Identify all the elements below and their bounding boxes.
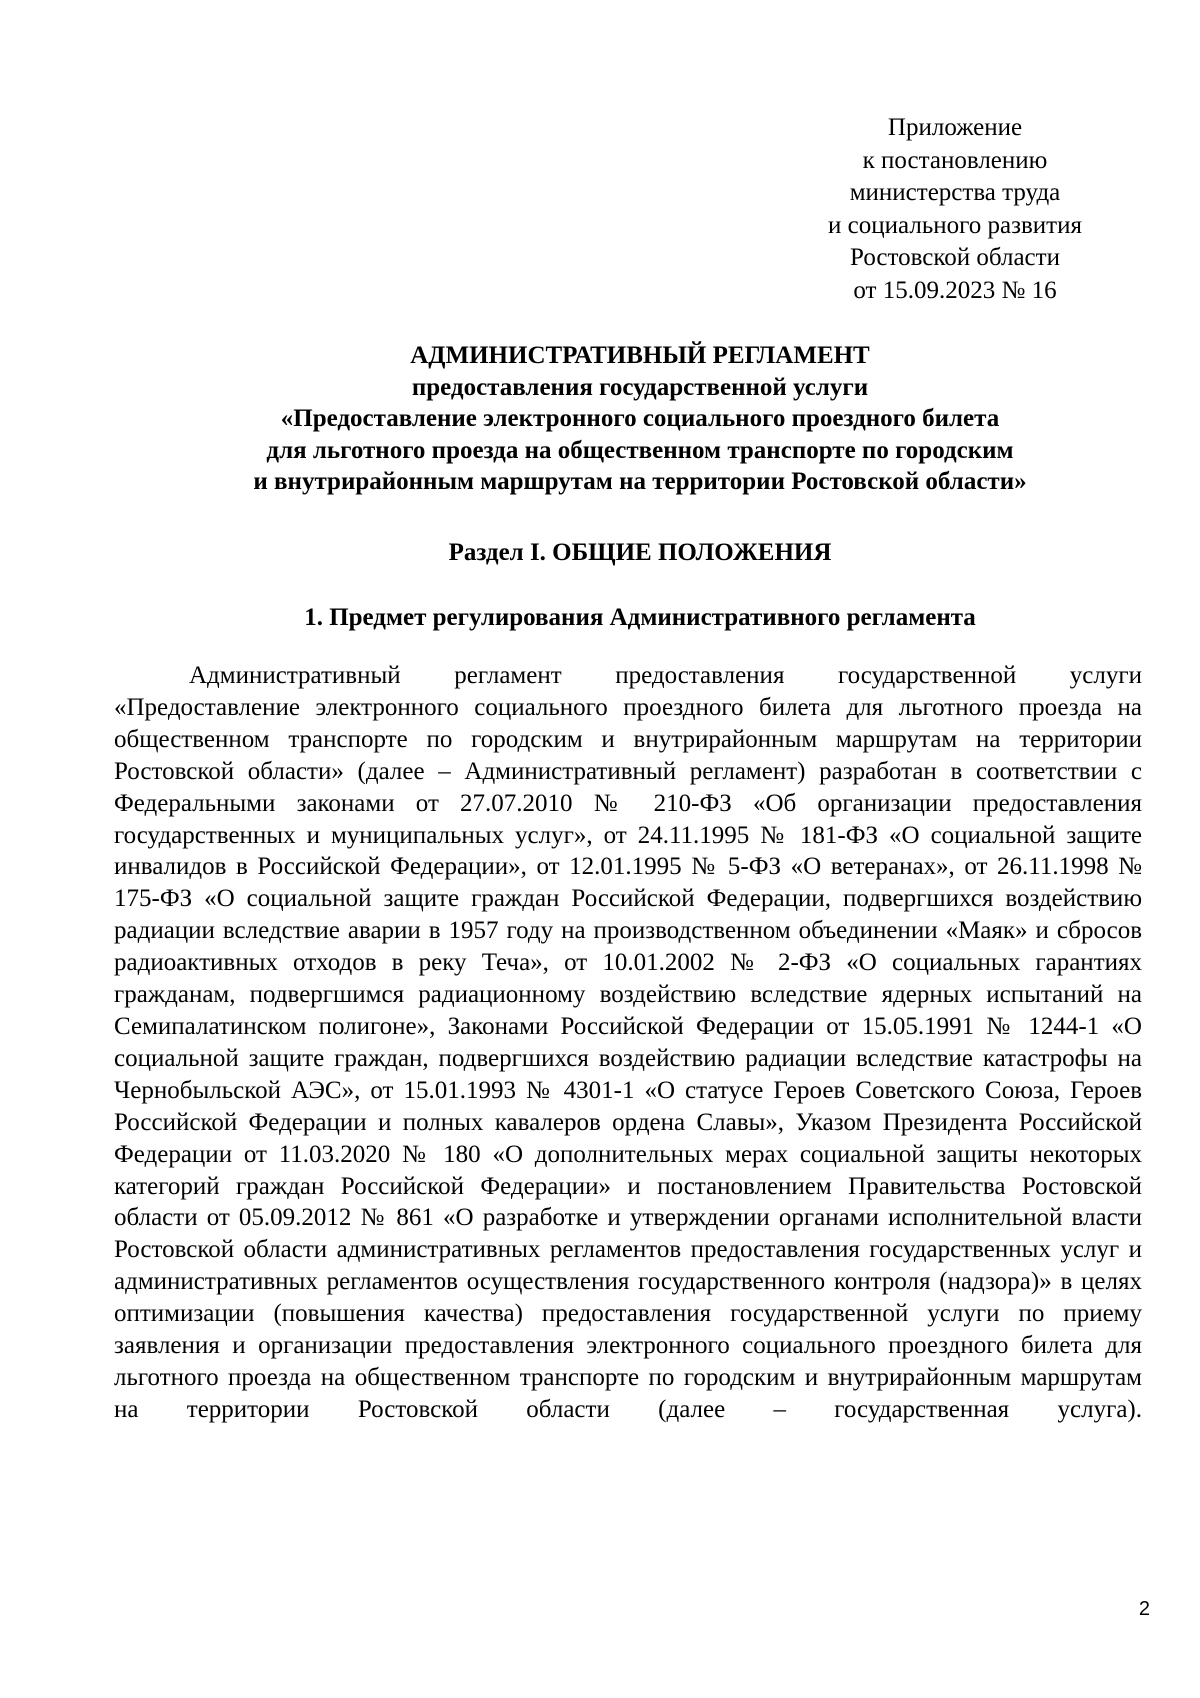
appendix-block <box>780 112 1130 307</box>
page-number: 2 <box>1138 1598 1150 1620</box>
appendix-line: Ростовской области <box>850 244 1060 271</box>
body-paragraph: Административный регламент предоставления государственной услуги «Предоставление электронного социального проездного билета для льготного проезда на общественном транспорте по городским и внутрирайонным маршрутам на территории Ростовской области» (далее – Административный регламент) разработан в соответствии с Федеральными законами от 27.07.2010 № 210-ФЗ «Об организации предоставления государственных и муниципальных услуг», от 24.11.1995 № 181-ФЗ «О социальной защите инвалидов в Российской Федерации», от 12.01.1995 № 5-ФЗ «О ветеранах», от 26.11.1998 № 175-ФЗ «О социальной защите граждан Российской Федерации, подвергшихся воздействию радиации вследствие аварии в 1957 году на производственном объединении «Маяк» и сбросов радиоактивных отходов в реку Теча», от 10.01.2002 № 2-ФЗ «О социальных гарантиях гражданам, подвергшимся радиационному воздействию вследствие ядерных испытаний на Семипалатинском полигоне», Законами Российской Федерации от 15.05.1991 № 1244-1 «О социальной защите граждан, подвергшихся воздействию радиации вследствие катастрофы на Чернобыльской АЭС», от 15.01.1993 № 4301-1 «О статусе Героев Советского Союза, Героев Российской Федерации и полных кавалеров ордена Славы», Указом Президента Российской Федерации от 11.03.2020 № 180 «О дополнительных мерах социальной защиты некоторых категорий граждан Российской Федерации» и постановлением Правительства Ростовской области от 05.09.2012 № 861 «О разработке и утверждении органами исполнительной власти Ростовской области административных регламентов предоставления государственных услуг и административных регламентов осуществления государственного контроля (надзора)» в целях оптимизации (повышения качества) предоставления государственной услуги по приему заявления и организации предоставления электронного социального проездного билета для льготного проезда на общественном транспорте по городским и внутрирайонным маршрутам на территории Ростовской области (далее – государственная услуга). <box>114 662 1142 1423</box>
title-line: АДМИНИСТРАТИВНЫЙ РЕГЛАМЕНТ <box>410 342 870 369</box>
subsection-heading: 1. Предмет регулирования Административного регламента <box>304 604 976 631</box>
appendix-line: и социального развития <box>828 211 1082 239</box>
title-line: и внутрирайонным маршрутам на территории Ростовской области» <box>253 468 1027 495</box>
appendix-line: к постановлению <box>862 146 1048 174</box>
title-line: «Предоставление электронного социального проездного билета <box>280 405 1000 432</box>
title-line: предоставления государственной услуги <box>411 373 869 401</box>
appendix-line: от 15.09.2023 № 16 <box>853 276 1057 304</box>
appendix-line: министерства труда <box>849 179 1061 206</box>
section-heading: Раздел I. ОБЩИЕ ПОЛОЖЕНИЯ <box>448 539 832 566</box>
document-title <box>110 340 1170 498</box>
title-line: для льготного проезда на общественном транспорте по городским <box>266 436 1014 464</box>
appendix-line: Приложение <box>887 114 1023 141</box>
